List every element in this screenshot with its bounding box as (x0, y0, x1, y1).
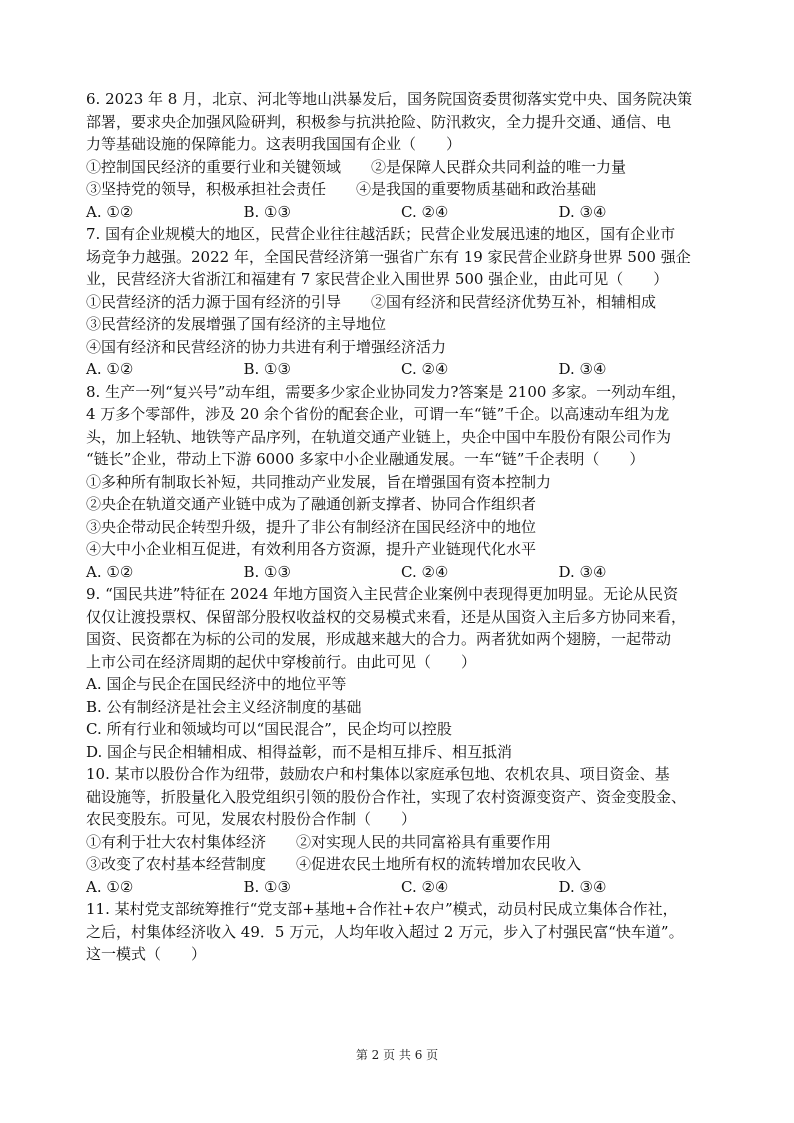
question-line: 7. 国有企业规模大的地区，民营企业往往越活跃；民营企业发展迅速的地区，国有企业市 (86, 225, 676, 243)
question-line: A. 国企与民企在国民经济中的地位平等 (86, 675, 347, 693)
question-line: 业，民营经济大省浙江和福建有 7 家民营企业入围世界 500 强企业，由此可见（ ） (86, 270, 669, 288)
question-line: 6. 2023 年 8 月，北京、河北等地山洪暴发后，国务院国资委贯彻落实党中央、国务院决策 (86, 90, 693, 108)
answer-option: C. ②④ (401, 360, 449, 378)
answer-option: B. ①③ (243, 562, 291, 581)
answer-option: D. ③④ (558, 562, 607, 581)
answer-option: C. ②④ (401, 877, 449, 896)
answer-options (86, 876, 716, 899)
question-11 (86, 898, 716, 966)
answer-option: D. ③④ (558, 877, 607, 896)
answer-option: C. ②④ (401, 202, 449, 221)
answer-option: C. ②④ (401, 562, 449, 581)
question-line: ③民营经济的发展增强了国有经济的主导地位 (86, 315, 387, 333)
question-line: 10. 某市以股份合作为纽带，鼓励农户和村集体以家庭承包地、农机农具、项目资金、基 (86, 765, 670, 783)
question-line: 9. “国民共进”特征在 2024 年地方国资入主民营企业案例中表现得更加明显。无论从民资 (86, 585, 679, 603)
question-line: 之后，村集体经济收入 49．5 万元，人均年收入超过 2 万元，步入了村强民富“快车道”。 (86, 922, 684, 941)
question-line: ④大中小企业相互促进，有效利用各方资源，提升产业链现代化水平 (86, 540, 537, 558)
question-line: “链长”企业，带动上下游 6000 多家中小企业融通发展。一车“链”千企表明（ ） (86, 450, 645, 468)
answer-option: D. ③④ (558, 202, 607, 221)
answer-option: B. ①③ (243, 360, 291, 378)
question-line: B. 公有制经济是社会主义经济制度的基础 (86, 697, 362, 716)
question-line: 4 万多个零部件，涉及 20 余个省份的配套企业，可谓一车“链”千企。以高速动车组为龙 (86, 405, 670, 423)
question-line: 场竞争力越强。2022 年，全国民营经济第一强省广东有 19 家民营企业跻身世界 500 强企 (86, 247, 691, 266)
question-line: ①民营经济的活力源于国有经济的引导 ②国有经济和民营经济优势互补，相辅相成 (86, 292, 657, 311)
page-footer: 第 2 页 共 6 页 (355, 1048, 439, 1062)
question-line: 这一模式（ ） (86, 945, 207, 963)
question-line: 农民变股东。可见，发展农村股份合作制（ ） (86, 810, 417, 828)
question-line: 力等基础设施的保障能力。这表明我国国有企业（ ） (86, 135, 462, 153)
question-line: 国资、民资都在为标的公司的发展，形成越来越大的合力。两者犹如两个翅膀，一起带动 (86, 630, 672, 648)
answer-option: B. ①③ (243, 877, 291, 896)
question-line: ④国有经济和民营经济的协力共进有利于增强经济活力 (86, 337, 447, 356)
question-line: 部署，要求央企加强风险研判，积极参与抗洪抢险、防汛救灾，全力提升交通、通信、电 (86, 112, 672, 131)
answer-option: A. ①② (86, 360, 134, 378)
answer-option: B. ①③ (243, 202, 291, 221)
questions-block (86, 88, 716, 966)
question-line: 上市公司在经济周期的起伏中穿梭前行。由此可见（ ） (86, 652, 477, 671)
question-line: 仅仅让渡投票权、保留部分股权收益权的交易模式来看，还是从国资入主后多方协同来看， (86, 607, 687, 626)
answer-option: D. ③④ (558, 360, 607, 378)
question-10 (86, 763, 716, 898)
question-line: ②央企在轨道交通产业链中成为了融通创新支撑者、协同合作组织者 (86, 495, 537, 513)
question-line: ①有利于壮大农村集体经济 ②对实现人民的共同富裕具有重要作用 (86, 832, 552, 851)
question-line: 础设施等，折股量化入股党组织引领的股份合作社，实现了农村资源变资产、资金变股金、 (86, 787, 687, 806)
answer-option: A. ①② (86, 562, 134, 581)
question-7 (86, 223, 716, 381)
question-9 (86, 583, 716, 763)
question-line: 11. 某村党支部统筹推行“党支部+基地+合作社+农户”模式，动员村民成立集体合作社， (86, 900, 678, 918)
question-line: D. 国企与民企相辅相成、相得益彰，而不是相互排斥、相互抵消 (86, 742, 513, 761)
question-line: ③坚持党的领导，积极承担社会责任 ④是我国的重要物质基础和政治基础 (86, 180, 597, 198)
question-line: 8. 生产一列“复兴号”动车组，需要多少家企业协同发力?答案是 2100 多家。一列动车组， (86, 382, 687, 401)
answer-options (86, 201, 716, 224)
question-8 (86, 381, 716, 584)
question-line: 头，加上轻轨、地铁等产品序列，在轨道交通产业链上，央企中国中车股份有限公司作为 (86, 427, 672, 446)
answer-option: A. ①② (86, 202, 134, 221)
question-line: C. 所有行业和领域均可以“国民混合”，民企均可以控股 (86, 720, 452, 738)
answer-options (86, 358, 716, 381)
question-line: ③改变了农村基本经营制度 ④促进农民土地所有权的流转增加农民收入 (86, 855, 582, 873)
answer-option: A. ①② (86, 877, 134, 896)
question-line: ①多种所有制取长补短，共同推动产业发展，旨在增强国有资本控制力 (86, 472, 552, 491)
question-6 (86, 88, 716, 223)
question-line: ③央企带动民企转型升级，提升了非公有制经济在国民经济中的地位 (86, 517, 537, 536)
question-line: ①控制国民经济的重要行业和关键领域 ②是保障人民群众共同利益的唯一力量 (86, 157, 627, 176)
answer-options (86, 561, 716, 584)
